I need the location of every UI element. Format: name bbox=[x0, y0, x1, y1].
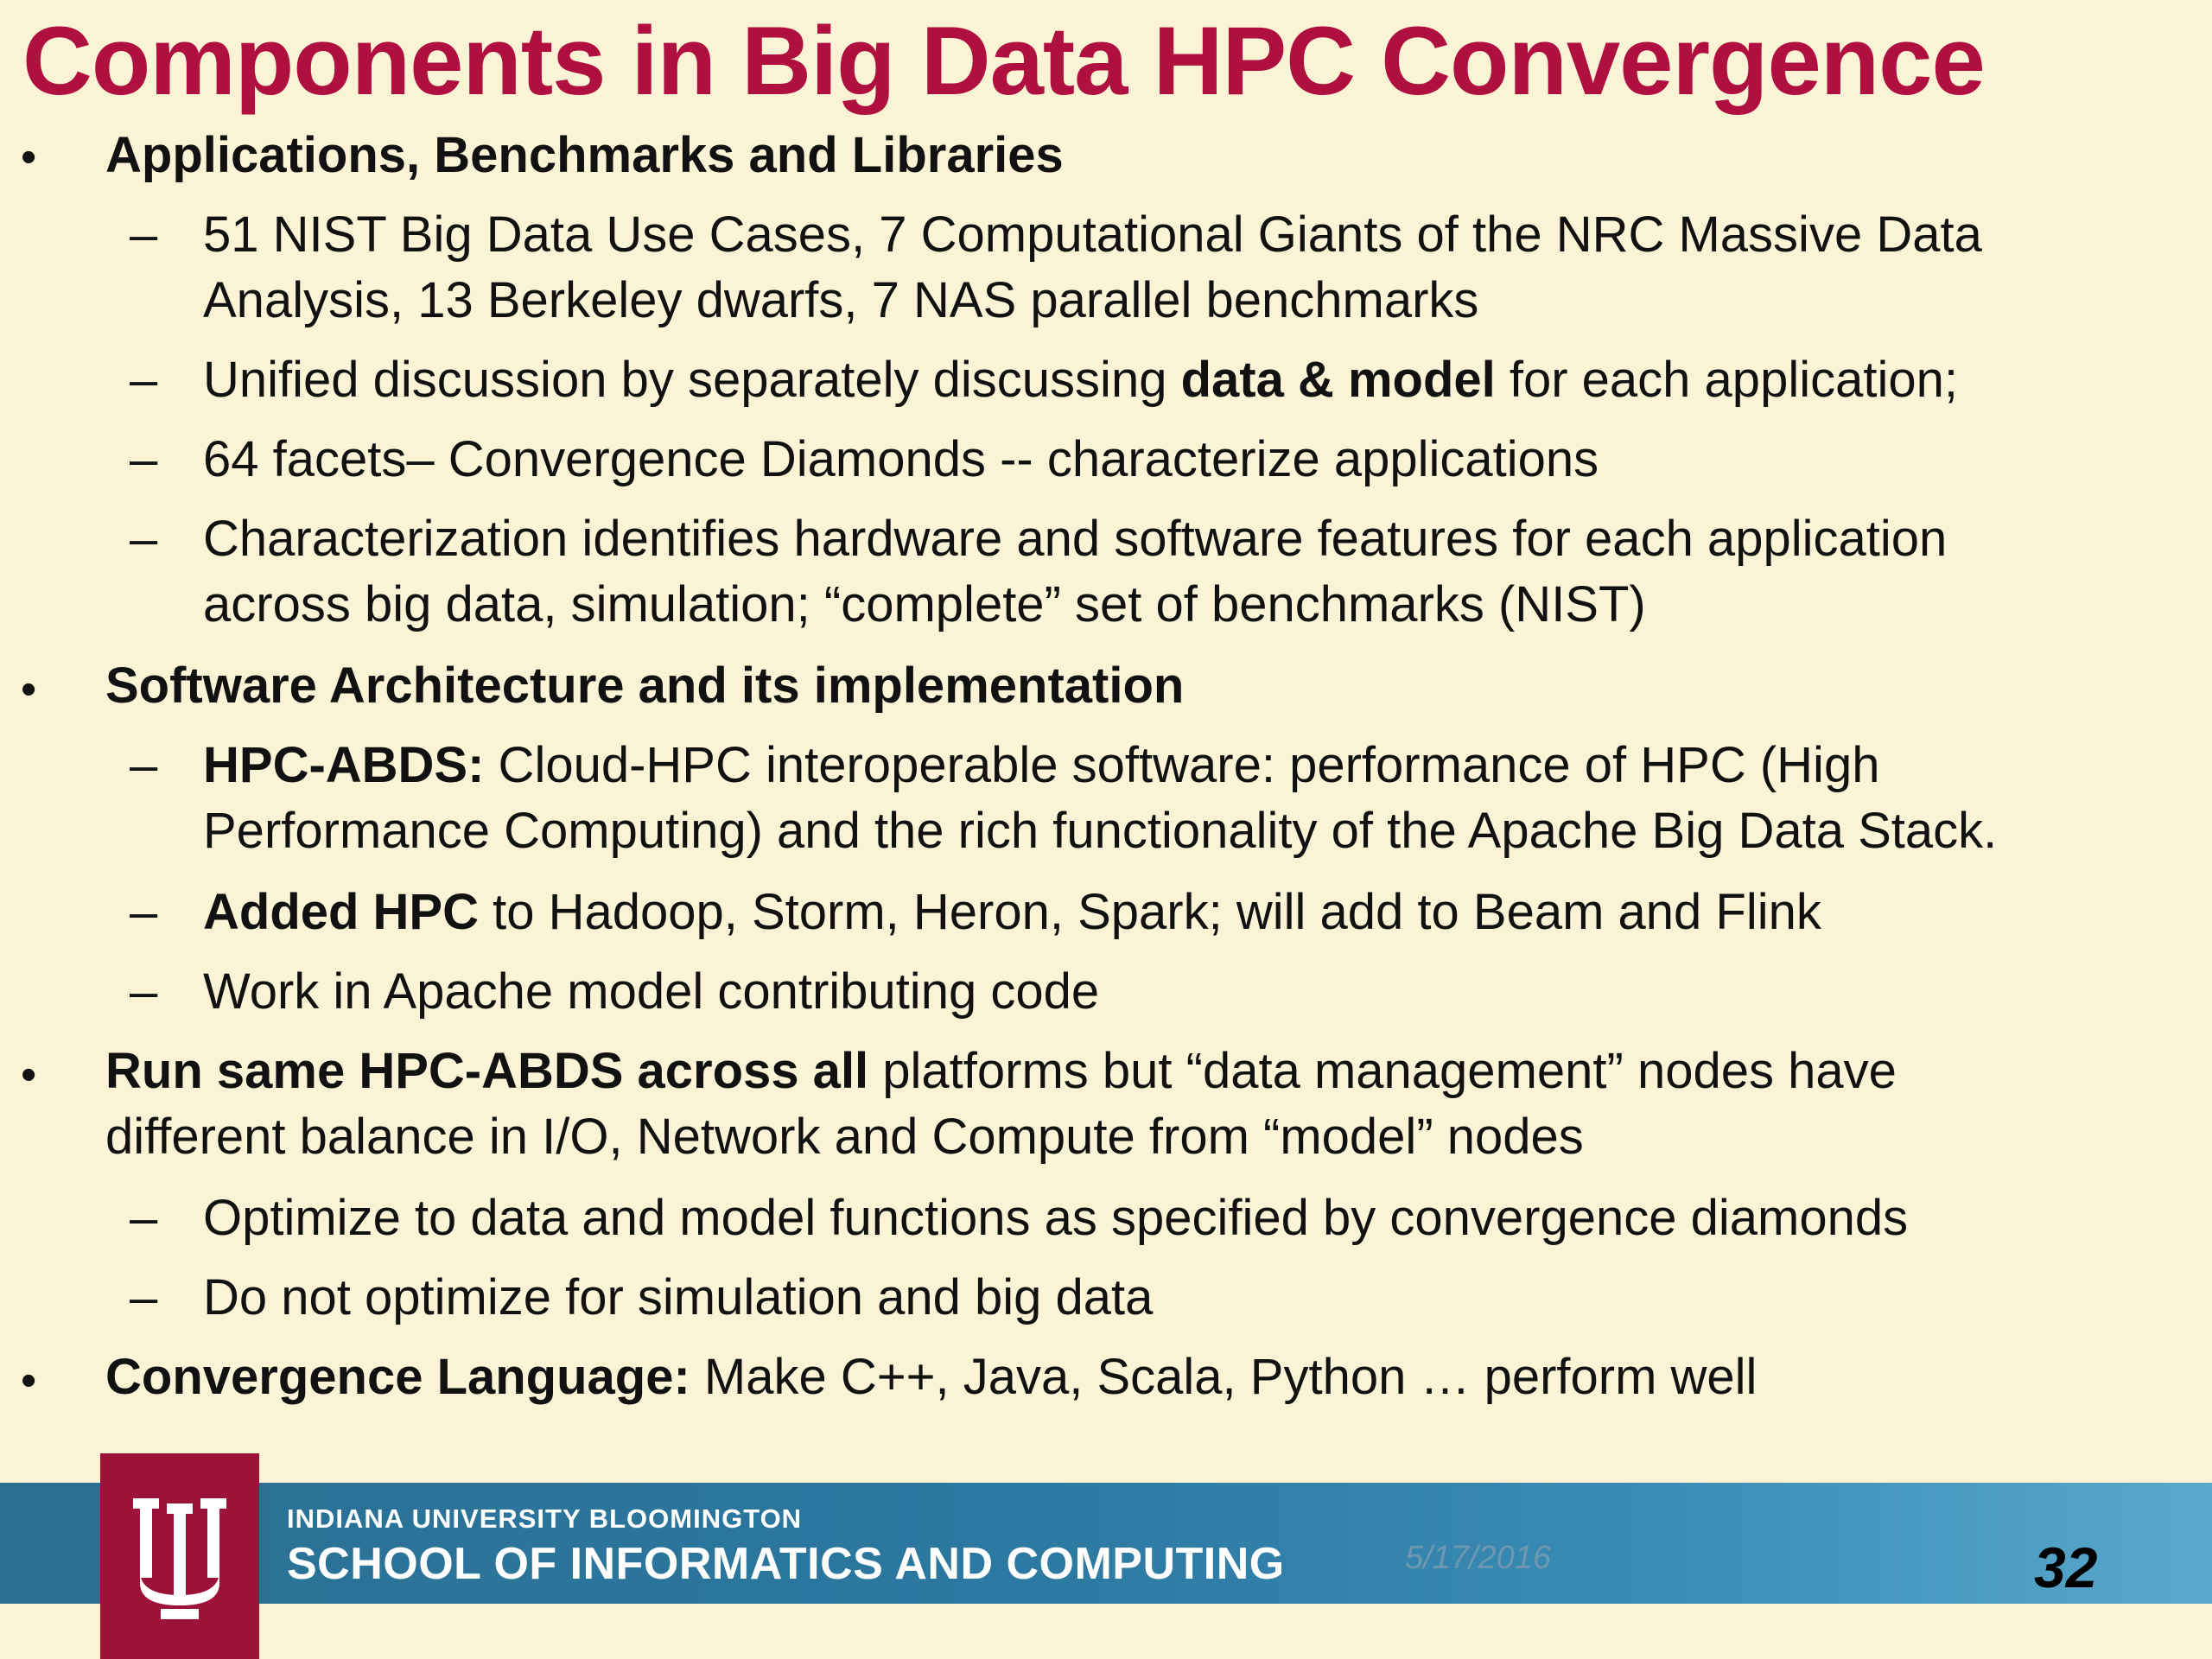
dash-marker: – bbox=[130, 1269, 158, 1325]
sub-1-1-line-2: Analysis, 13 Berkeley dwarfs, 7 NAS parallel benchmarks bbox=[203, 272, 1479, 328]
bullet-2-heading: Software Architecture and its implementation bbox=[105, 658, 1185, 714]
dash-marker: – bbox=[130, 737, 158, 793]
slide-date: 5/17/2016 bbox=[1405, 1540, 1552, 1576]
sub-3-1: Optimize to data and model functions as specified by convergence diamonds bbox=[203, 1190, 1909, 1246]
page-number: 32 bbox=[2034, 1535, 2098, 1599]
sub-1-4-line-1: Characterization identifies hardware and software features for each application bbox=[203, 511, 1948, 567]
sub-2-2: Added HPC to Hadoop, Storm, Heron, Spark; will add to Beam and Flink bbox=[203, 884, 1821, 940]
bullet-marker: • bbox=[21, 1050, 37, 1100]
dash-marker: – bbox=[130, 511, 158, 567]
dash-marker: – bbox=[130, 884, 158, 940]
sub-2-1-line-1: HPC-ABDS: Cloud-HPC interoperable software: performance of HPC (High bbox=[203, 737, 1880, 793]
bullet-1-heading: Applications, Benchmarks and Libraries bbox=[105, 127, 1064, 183]
dash-marker: – bbox=[130, 963, 158, 1020]
iu-logo bbox=[100, 1453, 259, 1659]
bullet-3-line-1: Run same HPC-ABDS across all platforms but “data management” nodes have bbox=[105, 1043, 1897, 1099]
slide-title: Components in Big Data HPC Convergence bbox=[22, 7, 1985, 115]
bullet-3-line-2: different balance in I/O, Network and Compute from “model” nodes bbox=[105, 1109, 1584, 1165]
sub-1-3: 64 facets– Convergence Diamonds -- characterize applications bbox=[203, 431, 1599, 487]
sub-1-4-line-2: across big data, simulation; “complete” set of benchmarks (NIST) bbox=[203, 576, 1646, 632]
sub-1-1-line-1: 51 NIST Big Data Use Cases, 7 Computational Giants of the NRC Massive Data bbox=[203, 207, 1982, 263]
dash-marker: – bbox=[130, 1190, 158, 1246]
dash-marker: – bbox=[130, 431, 158, 487]
dash-marker: – bbox=[130, 207, 158, 263]
bullet-marker: • bbox=[21, 132, 37, 182]
sub-3-2: Do not optimize for simulation and big data bbox=[203, 1269, 1154, 1325]
school-name: SCHOOL OF INFORMATICS AND COMPUTING bbox=[287, 1539, 1285, 1589]
convergence-language-emphasis: Convergence Language: bbox=[105, 1349, 690, 1405]
run-same-emphasis: Run same HPC-ABDS across all bbox=[105, 1043, 869, 1099]
bullet-marker: • bbox=[21, 664, 37, 715]
sub-2-3: Work in Apache model contributing code bbox=[203, 963, 1100, 1020]
sub-1-2: Unified discussion by separately discussing data & model for each application; bbox=[203, 352, 1958, 408]
hpc-abds-emphasis: HPC-ABDS: bbox=[203, 737, 485, 793]
added-hpc-emphasis: Added HPC bbox=[203, 884, 479, 940]
university-name: INDIANA UNIVERSITY BLOOMINGTON bbox=[287, 1503, 803, 1534]
bullet-marker: • bbox=[21, 1356, 37, 1406]
footer-bottom-strip bbox=[0, 1604, 2212, 1659]
data-model-emphasis: data & model bbox=[1180, 352, 1496, 408]
dash-marker: – bbox=[130, 352, 158, 408]
trident-icon bbox=[131, 1498, 228, 1628]
sub-2-1-line-2: Performance Computing) and the rich functionality of the Apache Big Data Stack. bbox=[203, 803, 1998, 859]
bullet-4: Convergence Language: Make C++, Java, Scala, Python … perform well bbox=[105, 1349, 1758, 1405]
